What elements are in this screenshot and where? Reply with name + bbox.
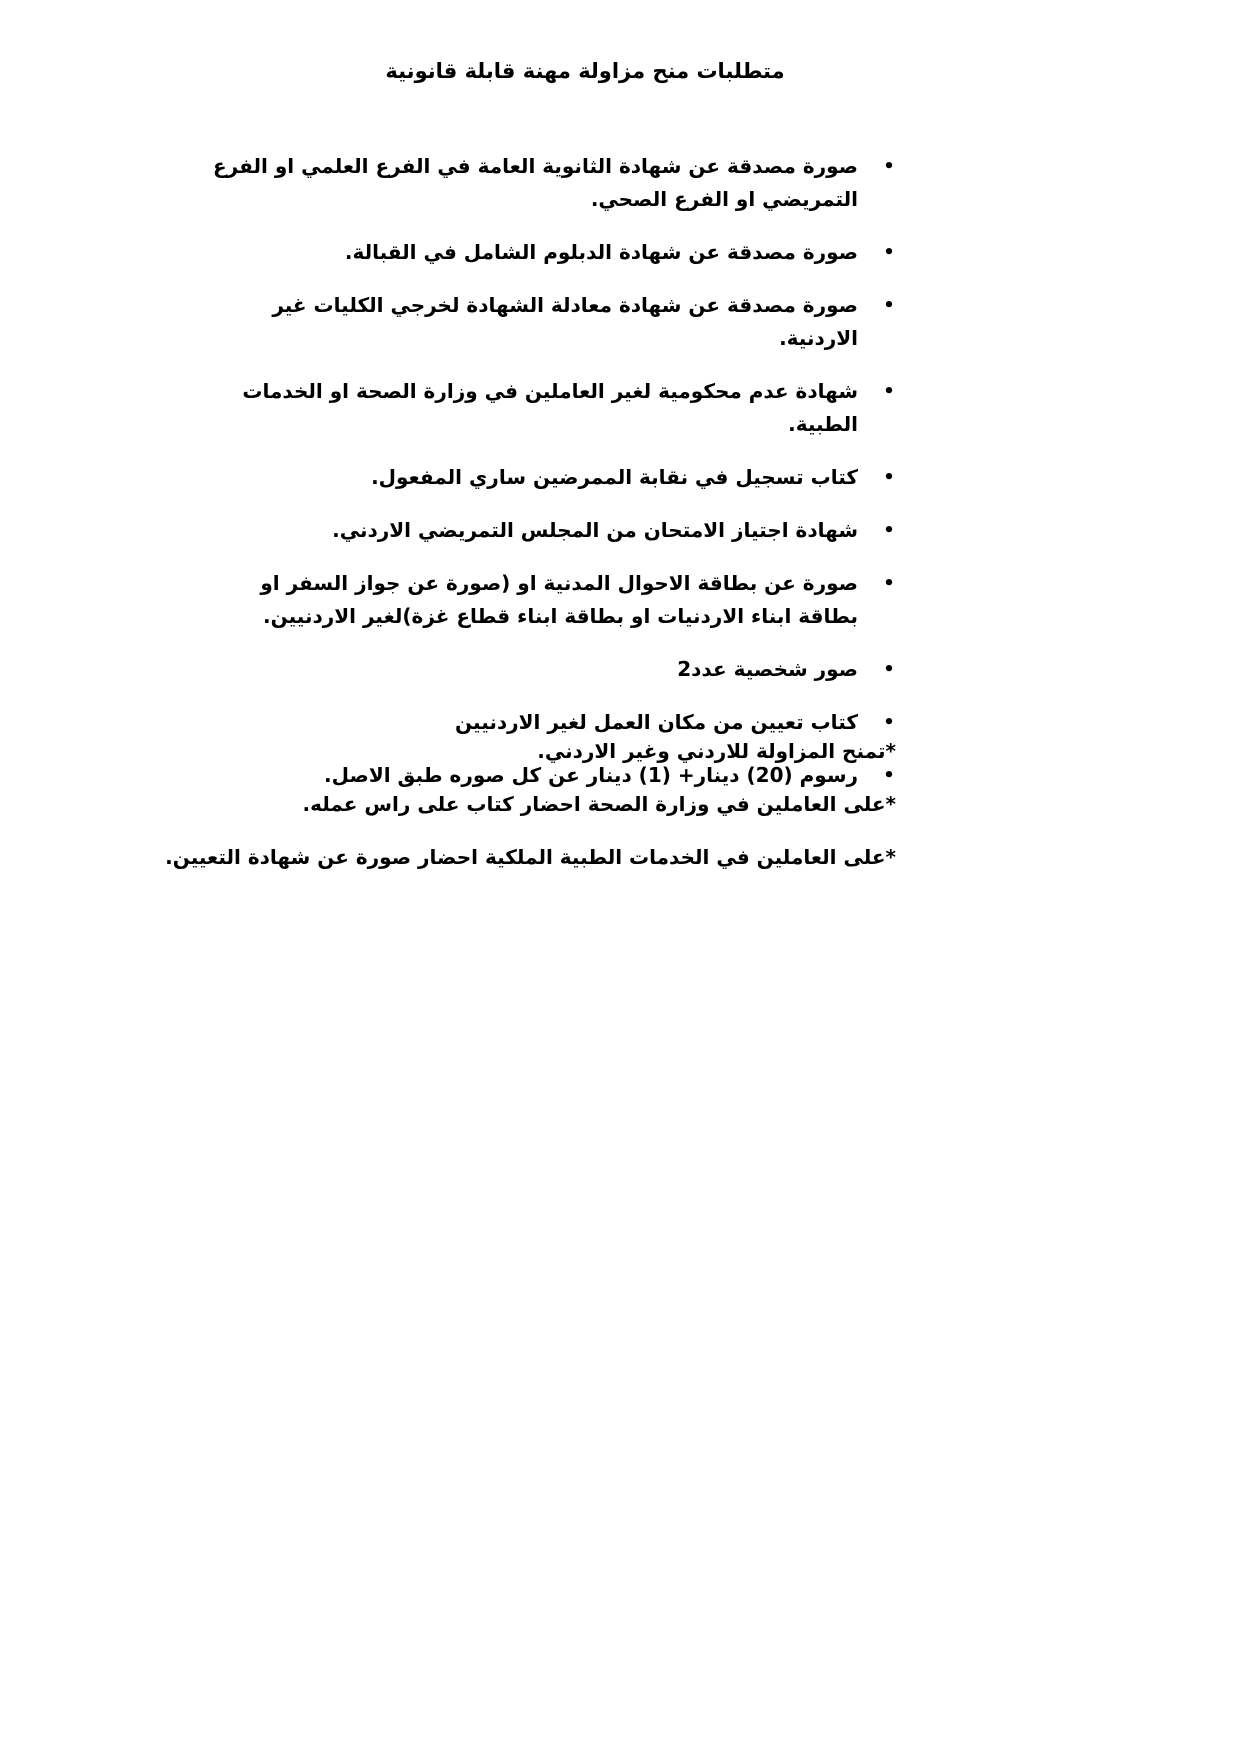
document-title: متطلبات منح مزاولة مهنة قابلة قانونية: [385, 59, 785, 83]
requirement-item: [196, 289, 896, 355]
bullet-point: •: [883, 381, 895, 402]
bullet-point: •: [883, 765, 895, 786]
bullet-point: •: [883, 242, 895, 263]
requirement-item: [196, 567, 896, 633]
bullet-point: •: [883, 295, 895, 316]
requirement-text: صورة عن بطاقة الاحوال المدنية او (صورة عن جواز السفر او بطاقة ابناء الاردنيات او بطاقة ابناء قطاع غزة)لغير الاردنيين.: [260, 571, 858, 628]
requirement-item: [196, 514, 896, 547]
requirement-text: صور شخصية عدد2: [677, 657, 858, 681]
requirement-item: [196, 150, 896, 216]
requirement-item: [196, 375, 896, 441]
requirement-text: صورة مصدقة عن شهادة الثانوية العامة في الفرع العلمي او الفرع التمريضي او الفرع الصحي.: [213, 154, 858, 211]
bullet-point: •: [883, 520, 895, 541]
bullet-point: •: [883, 712, 895, 733]
notes-section: [165, 735, 896, 894]
note-line: *على العاملين في وزارة الصحة احضار كتاب على راس عمله.: [302, 792, 896, 816]
requirement-text: شهادة اجتياز الامتحان من المجلس التمريضي الاردني.: [332, 518, 858, 542]
requirement-text: كتاب تسجيل في نقابة الممرضين ساري المفعول.: [371, 465, 858, 489]
note-line: *على العاملين في الخدمات الطبية الملكية احضار صورة عن شهادة التعيين.: [165, 845, 896, 869]
requirement-text: صورة مصدقة عن شهادة الدبلوم الشامل في القبالة.: [344, 240, 858, 264]
requirement-text: كتاب تعيين من مكان العمل لغير الاردنيين: [455, 710, 858, 734]
bullet-point: •: [883, 156, 895, 177]
requirement-text: رسوم (20) دينار+ (1) دينار عن كل صوره طبق الاصل.: [324, 763, 858, 787]
bullet-point: •: [883, 573, 895, 594]
requirement-item: [196, 461, 896, 494]
requirement-item: [196, 653, 896, 686]
requirements-list: [196, 150, 896, 812]
bullet-point: •: [883, 467, 895, 488]
bullet-point: •: [883, 659, 895, 680]
note-line: *تمنح المزاولة للاردني وغير الاردني.: [537, 739, 896, 763]
requirement-text: شهادة عدم محكومية لغير العاملين في وزارة الصحة او الخدمات الطبية.: [242, 379, 858, 436]
requirement-item: [196, 236, 896, 269]
requirement-text: صورة مصدقة عن شهادة معادلة الشهادة لخرجي الكليات غير الاردنية.: [272, 293, 858, 350]
